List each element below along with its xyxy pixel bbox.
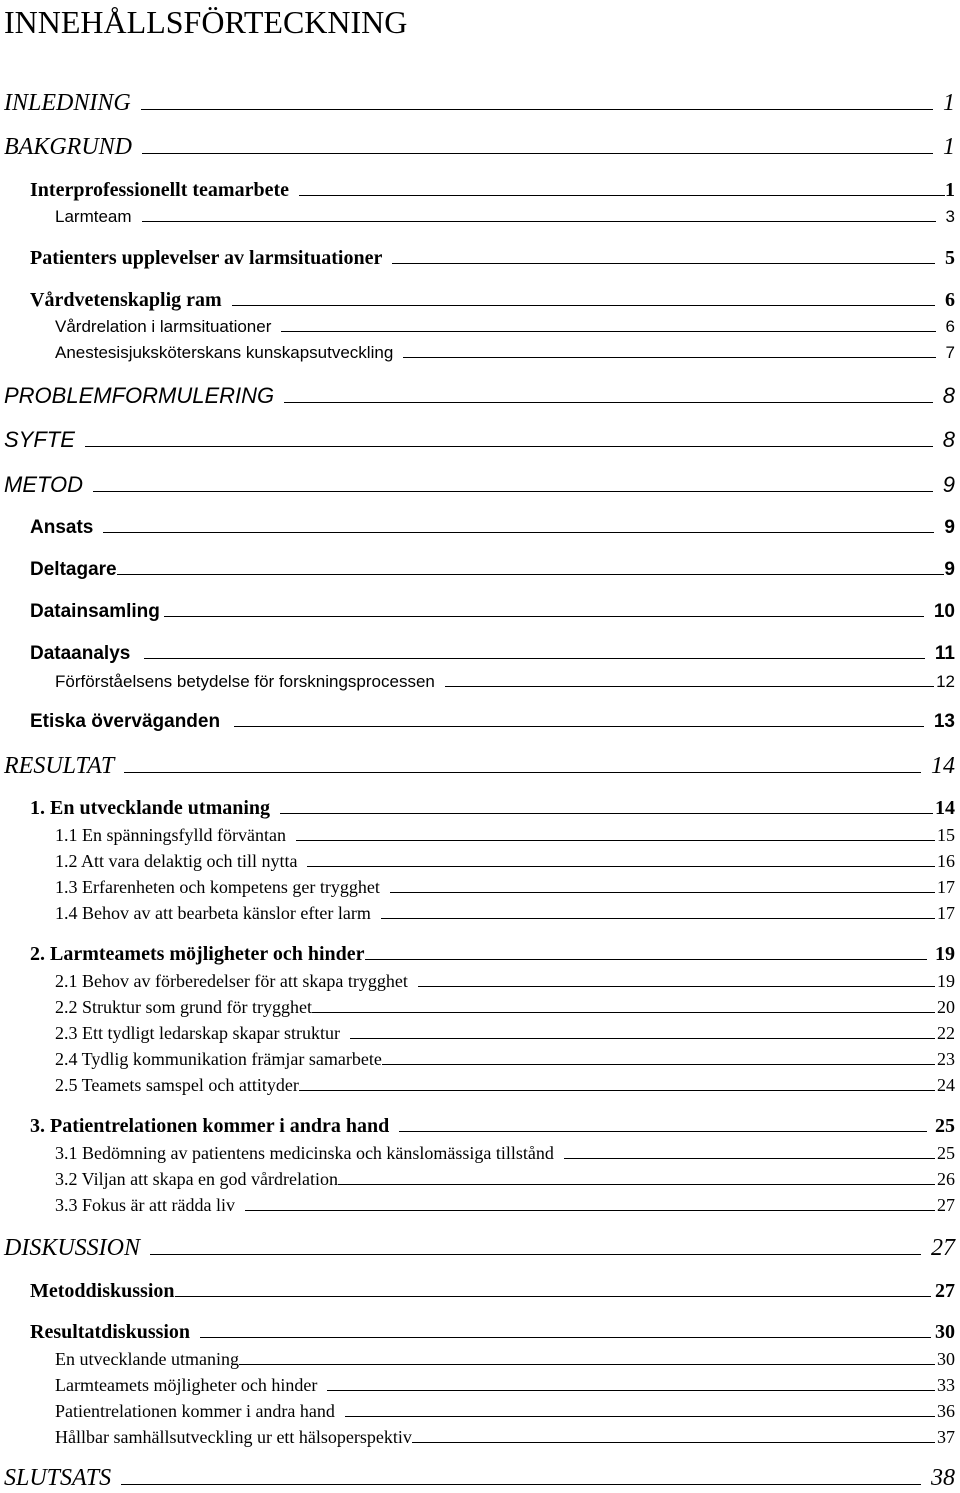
toc-entry-page: 19	[937, 971, 955, 991]
toc-entry[interactable]	[55, 1167, 955, 1191]
toc-entry-label: 1. En utvecklande utmaning	[30, 797, 271, 819]
leader-line	[307, 866, 935, 867]
toc-entry-label: Anestesisjuksköterskans kunskapsutveckling	[55, 343, 394, 362]
toc-entry-page: 22	[937, 1023, 955, 1043]
toc-entry[interactable]	[55, 823, 955, 847]
leader-line	[390, 892, 935, 893]
toc-entry-page: 6	[945, 317, 955, 336]
leader-line	[327, 1390, 935, 1391]
toc-entry[interactable]	[55, 995, 955, 1019]
toc-entry[interactable]	[4, 751, 955, 781]
toc-entry-label: 2.5 Teamets samspel och attityder	[55, 1075, 299, 1095]
toc-entry[interactable]	[4, 425, 955, 455]
toc-entry-page: 14	[931, 753, 955, 779]
leader-line	[142, 153, 933, 154]
leader-line	[200, 1337, 931, 1338]
toc-entry-label: Etiska överväganden	[30, 711, 221, 732]
toc-entry-page: 8	[942, 427, 955, 452]
toc-entry-label: Patientrelationen kommer i andra hand	[55, 1401, 335, 1421]
toc-entry-label: 3.1 Bedömning av patientens medicinska och känslomässiga tillstånd	[55, 1143, 554, 1163]
toc-entry-label: Vårdrelation i larmsituationer	[55, 317, 272, 336]
leader-line	[345, 1416, 935, 1417]
leader-line	[350, 1038, 935, 1039]
toc-entry[interactable]	[55, 670, 955, 694]
toc-entry-label: INLEDNING	[4, 90, 131, 116]
toc-entry-page: 5	[945, 247, 955, 269]
leader-line	[281, 331, 935, 332]
toc-entry-label: 3.3 Fokus är att rädda liv	[55, 1195, 235, 1215]
toc-entry[interactable]	[30, 1113, 955, 1139]
leader-line	[418, 986, 935, 987]
leader-line	[93, 491, 933, 492]
toc-entry-label: 1.1 En spänningsfylld förväntan	[55, 825, 286, 845]
toc-entry-label: Förförståelsens betydelse för forskningsprocessen	[55, 672, 435, 691]
leader-line	[382, 1064, 935, 1065]
toc-entry-label: Hållbar samhällsutveckling ur ett hälsoperspektiv	[55, 1427, 412, 1447]
toc-entry[interactable]	[55, 875, 955, 899]
leader-line	[381, 918, 935, 919]
toc-entry[interactable]	[30, 599, 955, 625]
toc-entry-page: 9	[944, 559, 955, 580]
toc-entry-label: Dataanalys	[30, 643, 131, 664]
toc-entry-page: 11	[934, 643, 955, 664]
toc-entry[interactable]	[55, 1347, 955, 1371]
leader-line	[239, 1364, 935, 1365]
toc-entry-page: 25	[937, 1143, 955, 1163]
toc-entry[interactable]	[55, 1373, 955, 1397]
leader-line	[284, 402, 933, 403]
leader-line	[85, 446, 933, 447]
toc-entry-page: 17	[937, 877, 955, 897]
toc-entry[interactable]	[55, 1073, 955, 1097]
toc-entry-page: 1	[943, 134, 955, 160]
toc-entry[interactable]	[30, 177, 955, 203]
toc-entry[interactable]	[30, 515, 955, 541]
toc-entry-label: En utvecklande utmaning	[55, 1349, 239, 1369]
toc-entry[interactable]	[55, 315, 955, 339]
toc-entry-page: 37	[937, 1427, 955, 1447]
leader-line	[150, 1254, 921, 1255]
toc-entry-page: 15	[937, 825, 955, 845]
toc-entry-page: 30	[935, 1321, 955, 1343]
toc-entry[interactable]	[4, 88, 955, 118]
toc-entry[interactable]	[30, 941, 955, 967]
leader-line	[338, 1184, 935, 1185]
leader-line	[175, 1296, 932, 1297]
toc-entry[interactable]	[30, 287, 955, 313]
toc-entry-label: 3.2 Viljan att skapa en god vårdrelation	[55, 1169, 339, 1189]
toc-entry-page: 13	[933, 711, 955, 732]
toc-entry[interactable]	[4, 132, 955, 162]
toc-entry-label: DISKUSSION	[4, 1235, 140, 1261]
toc-entry-label: Larmteamets möjligheter och hinder	[55, 1375, 318, 1395]
toc-entry[interactable]	[30, 1319, 955, 1345]
toc-entry[interactable]	[55, 901, 955, 925]
toc-entry-label: Patienters upplevelser av larmsituationer	[30, 247, 383, 269]
toc-entry-page: 26	[937, 1169, 955, 1189]
toc-entry[interactable]	[30, 245, 955, 271]
toc-entry-label: Vårdvetenskaplig ram	[30, 289, 222, 311]
toc-entry[interactable]	[55, 1047, 955, 1071]
toc-entry[interactable]	[55, 849, 955, 873]
toc-entry-page: 17	[937, 903, 955, 923]
leader-line	[232, 305, 935, 306]
toc-entry-label: SLUTSATS	[4, 1465, 112, 1491]
toc-entry-label: PROBLEMFORMULERING	[4, 383, 275, 408]
leader-line	[299, 195, 945, 196]
toc-entry[interactable]	[30, 557, 955, 583]
toc-entry-label: 2.3 Ett tydligt ledarskap skapar struktur	[55, 1023, 340, 1043]
toc-entry-label: SYFTE	[4, 427, 75, 452]
toc-entry-label: 1.3 Erfarenheten och kompetens ger trygghet	[55, 877, 380, 897]
toc-entry-page: 23	[937, 1049, 955, 1069]
leader-line	[392, 263, 935, 264]
toc-entry[interactable]	[4, 381, 955, 411]
leader-line	[299, 1090, 935, 1091]
toc-entry[interactable]	[55, 1399, 955, 1423]
toc-entry-page: 1	[943, 90, 955, 116]
leader-line	[296, 840, 935, 841]
toc-entry-label: Resultatdiskussion	[30, 1321, 191, 1343]
toc-entry[interactable]	[55, 969, 955, 993]
toc-entry[interactable]	[30, 795, 955, 821]
leader-line	[164, 616, 924, 617]
leader-line	[280, 813, 933, 814]
toc-entry-label: 2.1 Behov av förberedelser för att skapa trygghet	[55, 971, 408, 991]
page-title: INNEHÅLLSFÖRTECKNING	[4, 4, 408, 40]
toc-entry[interactable]	[30, 1278, 955, 1304]
leader-line	[103, 532, 934, 533]
toc-entry[interactable]	[55, 1193, 955, 1217]
toc-entry-page: 12	[936, 672, 955, 691]
toc-entry-page: 27	[935, 1280, 955, 1302]
toc-entry-page: 24	[937, 1075, 955, 1095]
toc-entry-page: 7	[945, 343, 955, 362]
leader-line	[445, 686, 934, 687]
leader-line	[403, 357, 935, 358]
leader-line	[365, 959, 927, 960]
leader-line	[124, 772, 921, 773]
leader-line	[142, 221, 936, 222]
leader-line	[141, 109, 933, 110]
leader-line	[412, 1442, 935, 1443]
toc-entry-page: 36	[937, 1401, 955, 1421]
leader-line	[312, 1012, 935, 1013]
leader-line	[117, 574, 945, 575]
leader-line	[144, 658, 925, 659]
toc-entry[interactable]	[55, 1141, 955, 1165]
toc-entry-page: 27	[937, 1195, 955, 1215]
toc-entry-label: 3. Patientrelationen kommer i andra hand	[30, 1115, 390, 1137]
toc-entry-page: 27	[931, 1235, 955, 1261]
toc-entry-page: 25	[935, 1115, 955, 1137]
toc-entry[interactable]	[55, 1425, 955, 1449]
toc-entry[interactable]	[55, 205, 955, 229]
toc-entry-label: BAKGRUND	[4, 134, 132, 160]
toc-entry-label: Deltagare	[30, 559, 117, 580]
toc-entry[interactable]	[30, 641, 955, 667]
toc-entry-page: 38	[931, 1465, 955, 1491]
toc-entry-page: 6	[945, 289, 955, 311]
toc-entry-label: METOD	[4, 472, 84, 497]
toc-entry-label: 2. Larmteamets möjligheter och hinder	[30, 943, 365, 965]
leader-line	[399, 1131, 927, 1132]
toc-entry-page: 30	[937, 1349, 955, 1369]
toc-entry-label: 1.4 Behov av att bearbeta känslor efter larm	[55, 903, 371, 923]
toc-entry-page: 9	[944, 517, 955, 538]
toc-entry-page: 1	[945, 179, 955, 201]
leader-line	[564, 1158, 935, 1159]
toc-entry[interactable]	[4, 470, 955, 500]
toc-entry[interactable]	[4, 1463, 955, 1493]
toc-entry-page: 3	[945, 207, 955, 226]
toc-entry[interactable]	[30, 709, 955, 735]
toc-entry[interactable]	[4, 1233, 955, 1263]
toc-entry-page: 16	[937, 851, 955, 871]
toc-entry-page: 19	[935, 943, 955, 965]
toc-entry-label: 2.2 Struktur som grund för trygghet	[55, 997, 312, 1017]
toc-entry-label: Interprofessionellt teamarbete	[30, 179, 290, 201]
toc-entry-label: 1.2 Att vara delaktig och till nytta	[55, 851, 298, 871]
toc-entry-label: Datainsamling	[30, 601, 160, 622]
toc-entry[interactable]	[55, 341, 955, 365]
toc-entry-page: 10	[933, 601, 955, 622]
toc-entry-page: 14	[935, 797, 955, 819]
toc-entry-label: Larmteam	[55, 207, 132, 226]
toc-entry-label: Ansats	[30, 517, 94, 538]
leader-line	[121, 1484, 921, 1485]
toc-entry-page: 9	[942, 472, 955, 497]
toc-entry-label: RESULTAT	[4, 753, 115, 779]
toc-entry-page: 8	[942, 383, 955, 408]
toc-entry-label: Metoddiskussion	[30, 1280, 175, 1302]
leader-line	[234, 726, 924, 727]
toc-entry[interactable]	[55, 1021, 955, 1045]
toc-entry-page: 20	[937, 997, 955, 1017]
toc-entry-page: 33	[937, 1375, 955, 1395]
toc-entry-label: 2.4 Tydlig kommunikation främjar samarbete	[55, 1049, 382, 1069]
leader-line	[245, 1210, 935, 1211]
